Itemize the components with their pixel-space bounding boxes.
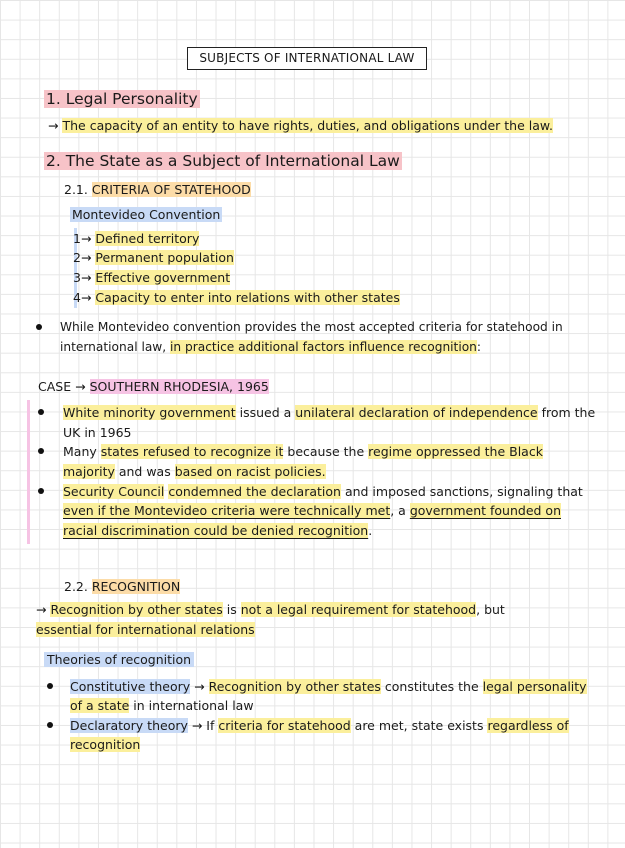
bullet-icon: [38, 409, 44, 415]
subsection-2-1-num: 2.1.: [64, 182, 88, 197]
convention-label-text: Montevideo Convention: [72, 207, 221, 222]
criteria-item: 2→ Permanent population: [73, 250, 234, 265]
section-1-definition: [48, 116, 553, 135]
case-bullet-1-line-1: White minority government issued a unilateral declaration of independence from the: [63, 405, 596, 420]
arrow-icon: →: [80, 270, 92, 285]
case-bullet-1-line-2: UK in 1965: [63, 425, 132, 440]
criteria-text: Effective government: [95, 270, 231, 285]
subsection-2-1-label: CRITERIA OF STATEHOOD: [91, 182, 251, 197]
subsection-2-2-heading: [64, 578, 180, 596]
bullet-icon: [38, 448, 44, 454]
criteria-text: Permanent population: [95, 250, 234, 265]
arrow-icon: →: [75, 379, 86, 394]
note-line-2: international law, in practice additional factors influence recognition:: [60, 340, 482, 354]
case-name: SOUTHERN RHODESIA, 1965: [89, 379, 269, 394]
bullet-icon: [47, 683, 53, 689]
criteria-item: 1→ Defined territory: [73, 231, 200, 246]
subsection-2-2-num: 2.2.: [64, 579, 88, 594]
subsection-2-1-heading: [64, 181, 251, 199]
section-1-heading-text: 1. Legal Personality: [46, 90, 198, 108]
theory-1-line-2: of a state in international law: [70, 698, 254, 713]
case-heading: [38, 377, 269, 396]
page-title: SUBJECTS OF INTERNATIONAL LAW: [187, 47, 427, 70]
arrow-icon: →: [80, 290, 92, 305]
section-2-heading: [44, 151, 402, 171]
arrow-icon: →: [80, 250, 92, 265]
bullet-icon: [38, 488, 44, 494]
recognition-line-1: → Recognition by other states is not a legal requirement for statehood, but: [36, 602, 505, 617]
note-line-1: While Montevideo convention provides the most accepted criteria for statehood in: [60, 320, 563, 334]
bullet-icon: [36, 324, 42, 330]
case-bullet-2-line-1: Many states refused to recognize it because the regime oppressed the Black: [63, 444, 543, 459]
theory-2-line-1: Declaratory theory → If criteria for statehood are met, state exists regardless of: [70, 718, 569, 733]
case-label: CASE: [38, 379, 72, 394]
arrow-icon: →: [48, 118, 59, 133]
case-bullet-3-line-2: even if the Montevideo criteria were technically met, a government founded on: [63, 503, 561, 518]
criteria-item: 3→ Effective government: [73, 270, 231, 285]
case-bullet-2-line-2: majority and was based on racist policies.: [63, 464, 326, 479]
recognition-line-2: essential for international relations: [36, 622, 255, 637]
definition-text: The capacity of an entity to have rights, duties, and obligations under the law.: [62, 118, 553, 133]
criteria-text: Defined territory: [95, 231, 200, 246]
arrow-icon: →: [80, 231, 92, 246]
note-highlight: in practice additional factors influence recognition: [170, 340, 477, 354]
section-2-heading-text: 2. The State as a Subject of International Law: [46, 152, 400, 170]
criteria-text: Capacity to enter into relations with other states: [95, 290, 400, 305]
criteria-item: 4→ Capacity to enter into relations with other states: [73, 290, 400, 305]
convention-label: [70, 205, 222, 224]
case-bullet-3-line-1: Security Council condemned the declaration and imposed sanctions, signaling that: [63, 484, 583, 499]
theory-1-line-1: Constitutive theory → Recognition by other states constitutes the legal personality: [70, 679, 587, 694]
theory-2-line-2: recognition: [70, 737, 141, 752]
case-bullet-3-line-3: racial discrimination could be denied recognition.: [63, 523, 373, 538]
theories-label: Theories of recognition: [44, 650, 194, 669]
subsection-2-2-label: RECOGNITION: [91, 579, 181, 594]
case-side-bar: [27, 400, 30, 544]
section-1-heading: [44, 89, 200, 109]
bullet-icon: [47, 722, 53, 728]
arrow-icon: →: [36, 602, 47, 617]
